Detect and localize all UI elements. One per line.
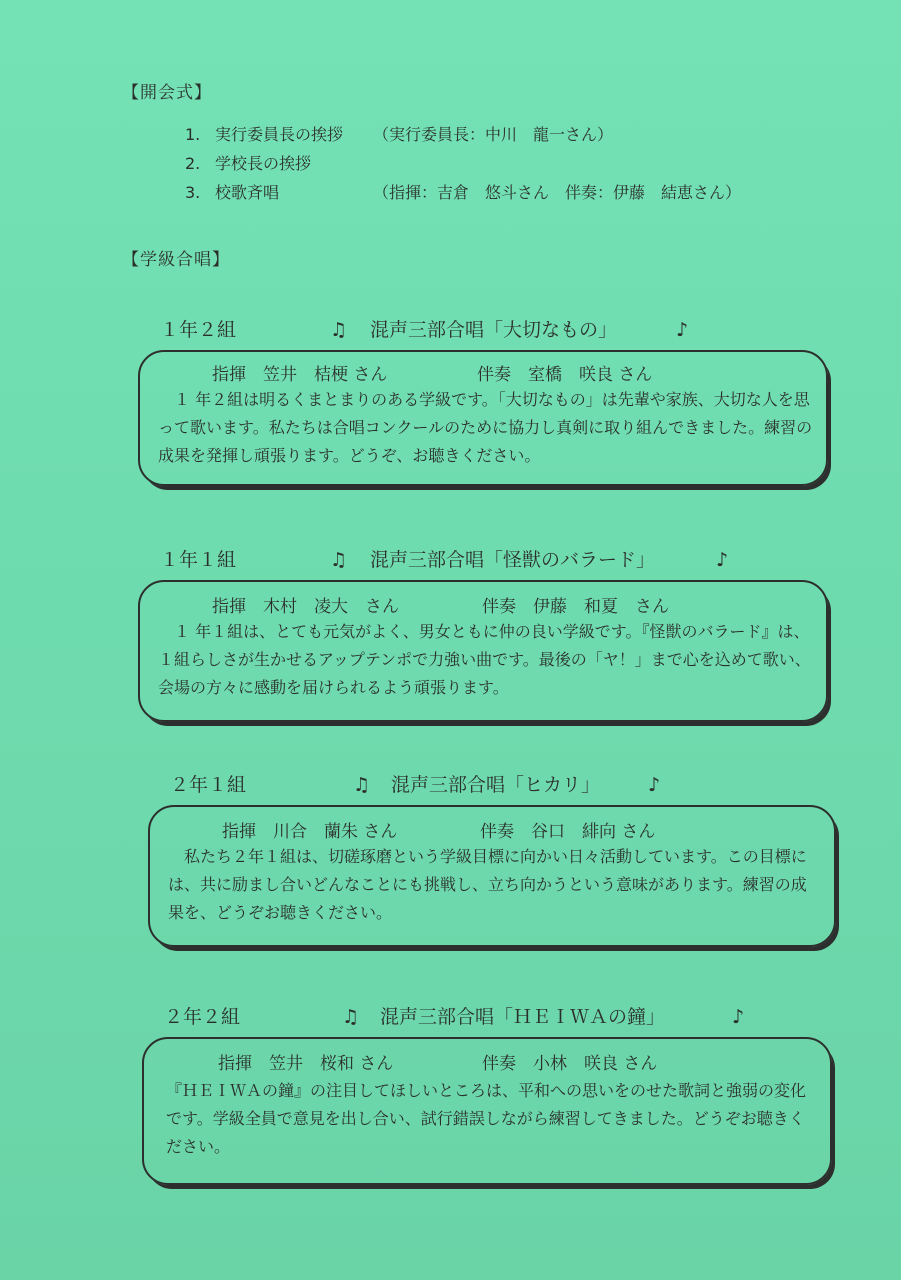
class-name: １年２組	[160, 319, 237, 341]
item-detail: （実行委員長：中川 龍一さん）	[373, 125, 614, 144]
card-header	[148, 765, 840, 805]
class-description: 『ＨＥＩＷＡの鐘』の注目してほしいところは、平和への思いをのせた歌詞と強弱の変化です。学級全員で意見を出し合い、試行錯誤しながら練習してきました。どうぞお聴きください。	[166, 1081, 807, 1156]
music-note-icon: ♪	[716, 549, 729, 571]
conductor: 指揮 木村 凌大 さん	[212, 597, 399, 617]
opening-ceremony-heading: 【開会式】	[122, 83, 212, 103]
accompanist: 伴奏 伊藤 和夏 さん	[482, 597, 669, 617]
item-name: 校歌斉唱	[215, 183, 280, 202]
music-note-icon: ♫	[330, 549, 348, 571]
accompanist: 伴奏 谷口 緋向 さん	[480, 822, 656, 842]
song-title: 混声三部合唱「怪獣のバラード」	[370, 549, 656, 571]
song-title: 混声三部合唱「ＨＥＩＷＡの鐘」	[380, 1006, 666, 1028]
music-note-icon: ♪	[648, 774, 661, 796]
card-box	[138, 350, 828, 486]
accompanist: 伴奏 小林 咲良 さん	[482, 1054, 658, 1074]
item-detail: （指揮：吉倉 悠斗さん 伴奏：伊藤 結恵さん）	[373, 183, 742, 202]
class-card-2-2	[142, 997, 837, 1189]
class-description: １ 年２組は明るくまとまりのある学級です。「大切なもの」は先輩や家族、大切な人を思って歌います。私たちは合唱コンクールのために協力し真剣に取り組んできました。練習の成果を発揮し頑張ります。どうぞ、お聴きください。	[158, 390, 813, 465]
song-title: 混声三部合唱「ヒカリ」	[391, 774, 601, 796]
card-header	[142, 997, 837, 1037]
accompanist: 伴奏 室橋 咲良 さん	[477, 365, 653, 385]
class-card-1-1	[138, 540, 833, 728]
song-title: 混声三部合唱「大切なもの」	[370, 319, 618, 341]
class-card-2-1	[148, 765, 840, 953]
class-card-1-2	[138, 310, 833, 492]
music-note-icon: ♪	[732, 1006, 745, 1028]
list-item	[185, 178, 742, 207]
item-number: 3.	[185, 183, 201, 202]
card-box	[142, 1037, 832, 1185]
card-box	[148, 805, 836, 947]
class-description: 私たち２年１組は、切磋琢磨という学級目標に向かい日々活動しています。この目標には、共に励まし合いどんなことにも挑戦し、立ち向かうという意味があります。練習の成果を、どうぞお聴きください。	[168, 847, 807, 922]
opening-ceremony-list	[185, 120, 742, 207]
item-number: 2.	[185, 154, 201, 173]
music-note-icon: ♫	[353, 774, 371, 796]
class-description: １ 年１組は、とても元気がよく、男女ともに仲の良い学級です。『怪獣のバラード』は、１組らしさが生かせるアップテンポで力強い曲です。最後の「ヤ！」まで心を込めて歌い、会場の方々に感動を届けられるよう頑張ります。	[158, 622, 811, 697]
card-box	[138, 580, 828, 722]
conductor: 指揮 笠井 桔梗 さん	[212, 365, 388, 385]
item-number: 1.	[185, 125, 201, 144]
music-note-icon: ♫	[330, 319, 348, 341]
card-header	[138, 540, 833, 580]
item-name: 学校長の挨拶	[215, 154, 312, 173]
item-name: 実行委員長の挨拶	[215, 125, 344, 144]
class-name: ２年２組	[164, 1006, 241, 1028]
class-name: ２年１組	[170, 774, 247, 796]
card-header	[138, 310, 833, 350]
list-item	[185, 120, 614, 149]
class-chorus-heading: 【学級合唱】	[122, 250, 230, 270]
class-name: １年１組	[160, 549, 237, 571]
music-note-icon: ♪	[676, 319, 689, 341]
list-item	[185, 149, 343, 178]
conductor: 指揮 笠井 桜和 さん	[218, 1054, 394, 1074]
music-note-icon: ♫	[342, 1006, 360, 1028]
conductor: 指揮 川合 蘭朱 さん	[222, 822, 398, 842]
